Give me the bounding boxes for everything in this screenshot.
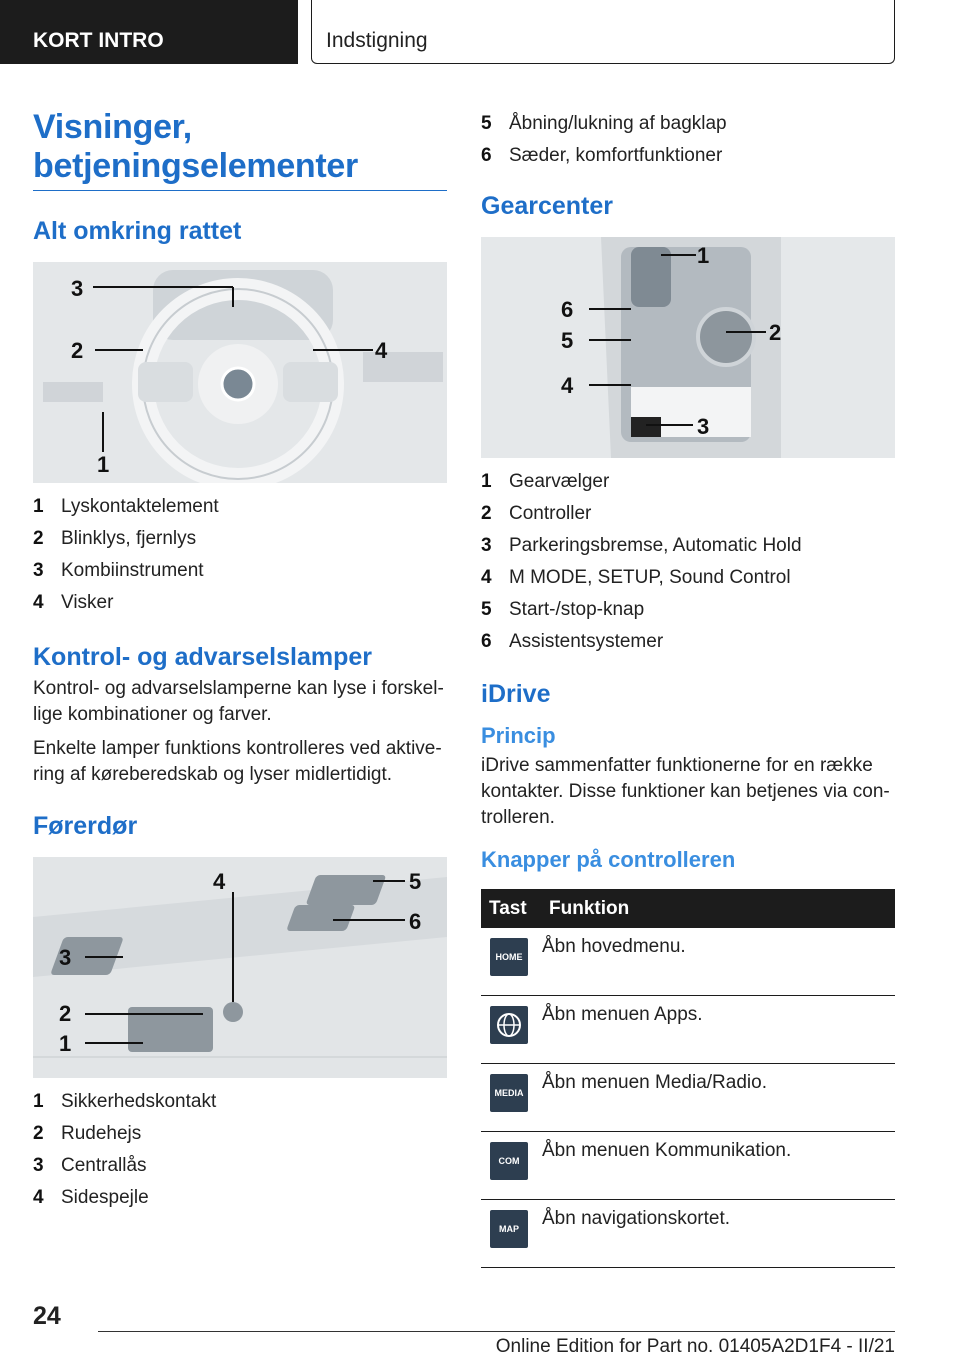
list-item: 5 Åbning/lukning af bagklap xyxy=(481,113,727,134)
left-column xyxy=(33,100,447,1214)
function-cell: Åbn menuen Apps. xyxy=(541,996,895,1064)
gear-list xyxy=(481,466,895,658)
callout-4: 4 xyxy=(561,373,574,398)
callout-2: 2 xyxy=(59,1001,72,1026)
callout-3: 3 xyxy=(697,414,710,439)
top-bar xyxy=(0,0,960,66)
page-title: Visninger, betjeningselementer xyxy=(33,108,447,191)
door-panel-image xyxy=(33,857,447,1078)
callout-3: 3 xyxy=(71,276,84,301)
page-number: 24 xyxy=(33,1302,61,1330)
callout-5: 5 xyxy=(561,328,574,353)
column-header-function: Funktion xyxy=(541,889,895,928)
lamps-paragraph-2: Enkelte lamper funktions kontrolleres ved aktivering af køreberedskab og lyser midlertidigt. xyxy=(33,738,442,785)
list-item: 3 Centrallås xyxy=(33,1155,147,1176)
gear-center-image xyxy=(481,237,895,458)
steering-wheel-image xyxy=(33,262,447,483)
com-key-icon: COM xyxy=(490,1142,528,1180)
callout-6: 6 xyxy=(561,297,574,322)
table-header-row xyxy=(481,889,895,928)
callout-4: 4 xyxy=(375,338,388,363)
list-item: 2 Controller xyxy=(481,503,592,524)
apps-globe-icon xyxy=(490,1006,528,1044)
gear-heading: Gearcenter xyxy=(481,192,614,220)
table-row xyxy=(481,996,895,1064)
footer-edition[interactable]: Online Edition for Part no. 01405A2D1F4 - II/21 xyxy=(495,1336,895,1357)
list-item: 1 Gearvælger xyxy=(481,471,610,492)
lamps-paragraph-1: Kontrol- og advarselslamperne kan lyse i forskellige kombinationer og farver. xyxy=(33,678,444,725)
callout-1: 1 xyxy=(697,243,710,268)
media-key-icon: MEDIA xyxy=(490,1074,528,1112)
list-item: 2 Blinklys, fjernlys xyxy=(33,528,197,549)
callout-6: 6 xyxy=(409,909,422,934)
callout-2: 2 xyxy=(769,320,782,345)
list-item: 3 Kombiinstrument xyxy=(33,560,204,581)
table-row xyxy=(481,1200,895,1268)
list-item: 4 M MODE, SETUP, Sound Control xyxy=(481,567,791,588)
right-column xyxy=(481,100,895,1268)
list-item: 1 Lyskontaktelement xyxy=(33,496,219,517)
footer-divider xyxy=(98,1331,895,1332)
callout-4: 4 xyxy=(213,869,226,894)
callout-5: 5 xyxy=(409,869,422,894)
list-item: 6 Assistentsystemer xyxy=(481,631,664,652)
column-header-key: Tast xyxy=(481,889,541,928)
list-item: 4 Visker xyxy=(33,592,114,613)
table-row xyxy=(481,1064,895,1132)
list-item: 1 Sikkerhedskontakt xyxy=(33,1091,217,1112)
door-list-continued xyxy=(481,108,895,172)
map-key-icon: MAP xyxy=(490,1210,528,1248)
list-item: 3 Parkeringsbremse, Automatic Hold xyxy=(481,535,802,556)
callout-3: 3 xyxy=(59,945,72,970)
function-cell: Åbn hovedmenu. xyxy=(541,928,895,996)
function-cell: Åbn menuen Media/Radio. xyxy=(541,1064,895,1132)
principle-text: iDrive sammenfatter funktionerne for en række kontakter. Disse funktioner kan betjenes via controlleren. xyxy=(481,755,890,828)
door-list xyxy=(33,1086,447,1214)
section-tab[interactable]: Indstigning xyxy=(311,0,895,64)
callout-2: 2 xyxy=(71,338,84,363)
home-key-icon: HOME xyxy=(490,938,528,976)
list-item: 4 Sidespejle xyxy=(33,1187,149,1208)
table-row xyxy=(481,1132,895,1200)
lamps-heading: Kontrol- og advarselslamper xyxy=(33,643,372,671)
steering-list xyxy=(33,491,447,619)
door-heading: Førerdør xyxy=(33,812,138,840)
callout-1: 1 xyxy=(97,452,110,477)
controller-keys-table xyxy=(481,889,895,1268)
list-item: 6 Sæder, komfortfunktioner xyxy=(481,145,723,166)
steering-heading: Alt omkring rattet xyxy=(33,217,242,245)
principle-heading: Princip xyxy=(481,723,556,748)
chapter-tab[interactable]: KORT INTRO xyxy=(0,0,298,64)
function-cell: Åbn navigationskortet. xyxy=(541,1200,895,1268)
idrive-heading: iDrive xyxy=(481,680,551,708)
buttons-heading: Knapper på controlleren xyxy=(481,847,736,872)
list-item: 5 Start-/stop-knap xyxy=(481,599,645,620)
list-item: 2 Rudehejs xyxy=(33,1123,142,1144)
callout-1: 1 xyxy=(59,1031,72,1056)
table-row xyxy=(481,928,895,996)
function-cell: Åbn menuen Kommunikation. xyxy=(541,1132,895,1200)
